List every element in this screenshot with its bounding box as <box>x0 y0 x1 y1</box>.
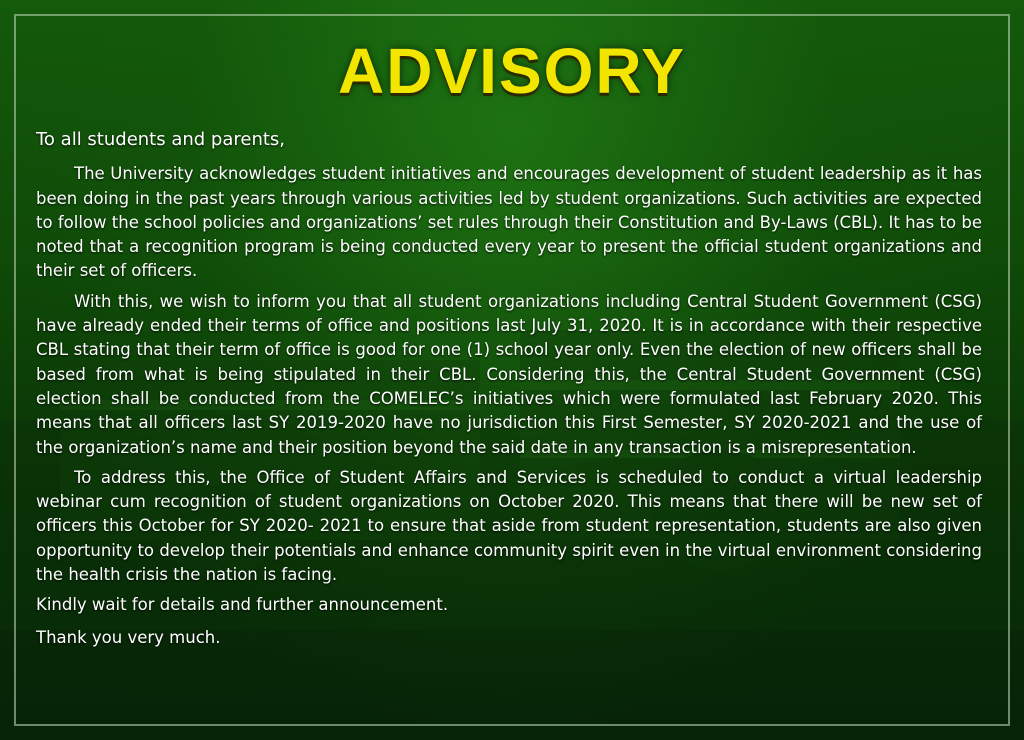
paragraph-1: The University acknowledges student initiatives and encourages development of student leadership as it has been doing in the past years through various activities led by student organizations. Such activities are expected to follow the school policies and organizations’ set rules through their Constitution and By-Laws (CBL). It has to be noted that a recognition program is being conducted every year to present the official student organizations and their set of officers. <box>36 164 982 281</box>
sign-off: Thank you very much. <box>36 627 221 647</box>
advisory-body <box>36 128 982 658</box>
page-title: ADVISORY <box>338 35 686 107</box>
greeting: To all students and parents, <box>36 129 286 150</box>
paragraph-2: With this, we wish to inform you that all student organizations including Central Student Government (CSG) have already ended their terms of office and positions last July 31, 2020. It is in accordance with their respective CBL stating that their term of office is good for one (1) school year only. Even the election of new officers shall be based from what is being stipulated in their CBL. Considering this, the Central Student Government (CSG) election shall be conducted from the COMELEC’s initiatives which were formulated last February 2020. This means that all officers last SY 2019-2020 have no jurisdiction this First Semester, SY 2020-2021 and the use of the organization’s name and their position beyond the said date in any transaction is a misrepresentation. <box>36 291 982 457</box>
closing-line: Kindly wait for details and further announcement. <box>36 595 449 615</box>
paragraph-3: To address this, the Office of Student Affairs and Services is scheduled to conduct a virtual leadership webinar cum recognition of student organizations on October 2020. This means that there will be new set of officers this October for SY 2020- 2021 to ensure that aside from student representation, students are also given opportunity to develop their potentials and enhance community spirit even in the virtual environment considering the health crisis the nation is facing. <box>36 467 982 585</box>
